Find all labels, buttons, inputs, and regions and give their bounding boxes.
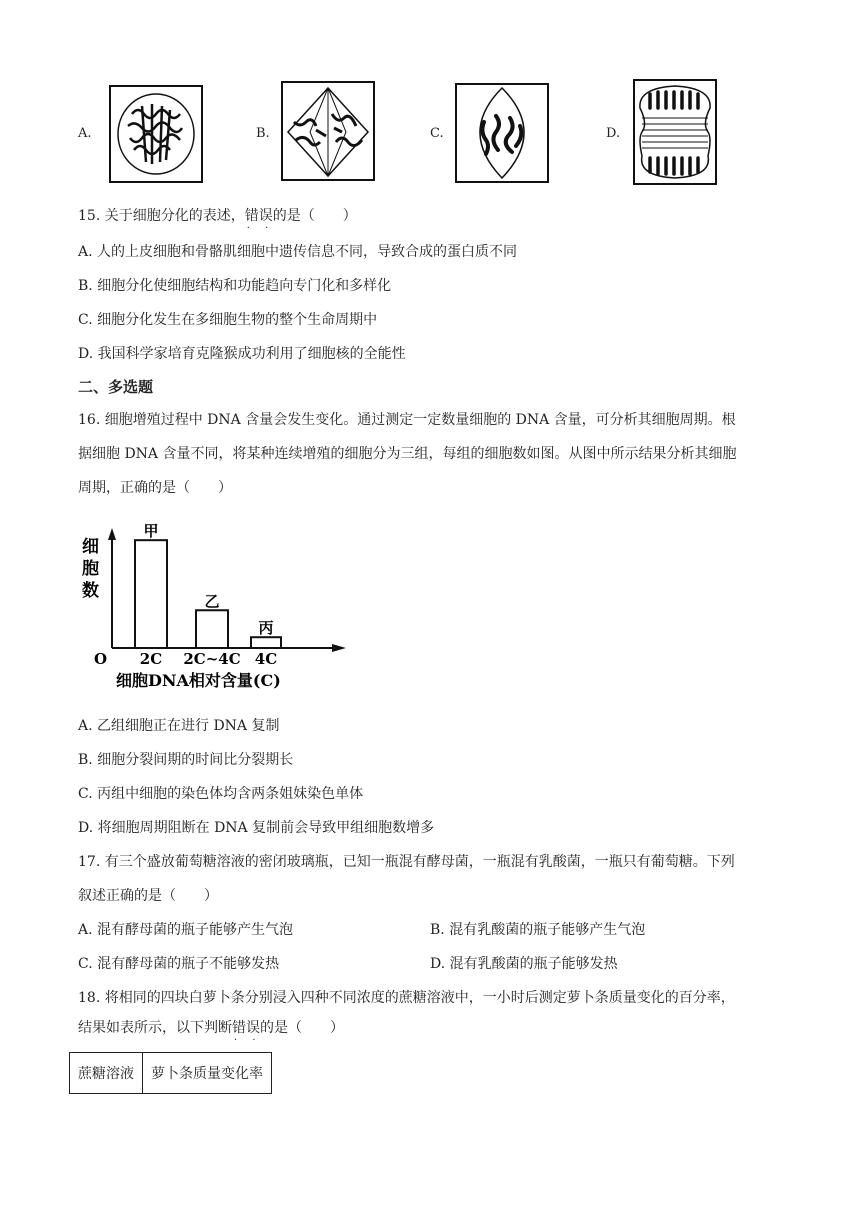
option-b-label: B. [256,126,270,141]
bar [196,610,228,648]
q16-option-d: D. 将细胞周期阻断在 DNA 复制前会导致甲组细胞数增多 [78,820,435,836]
y-axis-label: 胞 [82,559,99,579]
q16-stem-line3: 周期，正确的是（ ） [78,480,232,496]
emphasis-mark: 错误 · · [245,206,273,226]
table-header-row [70,1053,272,1094]
emphasis-mark: 错误 · · [232,1018,260,1038]
cell-figure-b [280,80,376,184]
q15-option-a: A. 人的上皮细胞和骨骼肌细胞中遗传信息不同，导致合成的蛋白质不同 [78,244,518,260]
q18-stem-line2: 结果如表所示，以下判断错误 · ·的是（ ） [78,1018,344,1038]
section-heading: 二、多选题 [78,378,154,396]
sucrose-table [69,1052,272,1094]
dna-content-bar-chart [76,520,356,700]
q17-option-a: A. 混有酵母菌的瓶子能够产生气泡 [78,922,294,938]
x-axis-arrow [332,644,346,652]
table-header-cell: 萝卜条质量变化率 [143,1053,272,1094]
bar-label: 丙 [258,619,274,638]
q15-stem: 15. 关于细胞分化的表述，错误 · ·的是（ ） [78,206,357,226]
q16-stem-line2: 据细胞 DNA 含量不同，将某种连续增殖的细胞分为三组，每组的细胞数如图。从图中所示结果分析其细胞 [78,446,737,462]
option-c-label: C. [430,126,444,141]
bar [251,637,281,648]
bar [135,540,167,648]
q15-option-d: D. 我国科学家培育克隆猴成功利用了细胞核的全能性 [78,346,406,362]
option-a-label: A. [78,126,92,141]
cell-figure-a [108,84,204,184]
origin-label: O [94,650,108,668]
q17-option-b: B. 混有乳酸菌的瓶子能够产生气泡 [430,922,646,938]
q15-option-b: B. 细胞分化使细胞结构和功能趋向专门化和多样化 [78,278,392,294]
q16-option-a: A. 乙组细胞正在进行 DNA 复制 [78,718,280,734]
q17-option-c: C. 混有酵母菌的瓶子不能够发热 [78,956,280,972]
q17-option-d: D. 混有乳酸菌的瓶子能够发热 [430,956,618,972]
q16-stem-line1: 16. 细胞增殖过程中 DNA 含量会发生变化。通过测定一定数量细胞的 DNA 含量，可分析其细胞周期。根 [78,412,736,428]
x-tick-label: 4C [254,650,278,668]
x-tick-label: 2C~4C [183,650,241,668]
x-tick-label: 2C [139,650,163,668]
cell-figure-c [454,82,550,184]
bar-label: 乙 [204,592,220,611]
y-axis-label: 数 [82,581,99,601]
y-axis-label: 细 [82,537,99,557]
x-axis-label: 细胞DNA相对含量(C) [116,671,281,690]
q16-option-b: B. 细胞分裂间期的时间比分裂期长 [78,752,294,768]
cell-figure-d [632,78,718,186]
bar-label: 甲 [143,522,159,541]
q16-option-c: C. 丙组中细胞的染色体均含两条姐妹染色单体 [78,786,364,802]
q15-option-c: C. 细胞分化发生在多细胞生物的整个生命周期中 [78,312,378,328]
option-d-label: D. [606,126,621,141]
table-header-cell: 蔗糖溶液 [70,1053,143,1094]
q18-stem-line1: 18. 将相同的四块白萝卜条分别浸入四种不同浓度的蔗糖溶液中，一小时后测定萝卜条质量变化的百分率， [78,990,735,1006]
q17-stem-line2: 叙述正确的是（ ） [78,888,218,904]
y-axis-arrow [108,528,116,540]
q17-stem-line1: 17. 有三个盛放葡萄糖溶液的密闭玻璃瓶，已知一瓶混有酵母菌，一瓶混有乳酸菌，一瓶只有葡萄糖。下列 [78,854,735,870]
